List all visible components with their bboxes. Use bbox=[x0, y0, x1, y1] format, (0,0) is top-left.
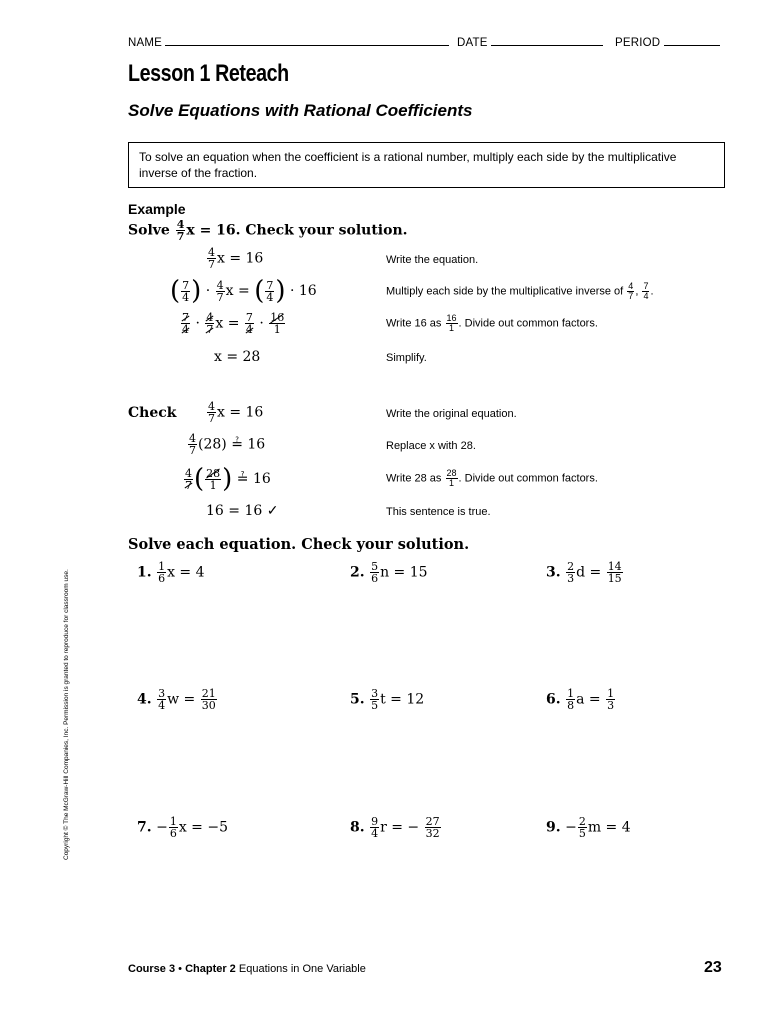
footer-chapter: Chapter 2 bbox=[185, 963, 236, 975]
exercise-3: 3. $\frac{2}{3}$ d = $\frac{14}{15}$ bbox=[546, 560, 622, 585]
check-step-3: $\frac{4}{7}$ ( $\frac{28}{1}$ ) ≟ 16 bbox=[185, 464, 271, 494]
exercise-number: 3. bbox=[546, 564, 561, 581]
exercise-number: 4. bbox=[137, 691, 152, 708]
prompt-suffix: x = 16. Check your solution. bbox=[186, 222, 408, 239]
example-note-4: Simplify. bbox=[386, 352, 427, 364]
exercise-9: 9. − $\frac{2}{5}$ m = 4 bbox=[546, 815, 631, 840]
example-note-2: Multiply each side by the multiplicative inverse of $\frac{4}{7}$ , $\frac{7}{4}$ . bbox=[386, 281, 654, 301]
check-step-1: $\frac{4}{7}$ x = 16 bbox=[208, 400, 264, 425]
date-line[interactable] bbox=[491, 35, 603, 46]
example-note-3: Write 16 as $\frac{16}{1}$ . Divide out common factors. bbox=[386, 313, 598, 333]
footer-bullet: • bbox=[178, 963, 182, 975]
check-note-4: This sentence is true. bbox=[386, 506, 491, 518]
page-number: 23 bbox=[704, 959, 722, 976]
prompt-fraction: $\frac{4}{7}$ bbox=[176, 218, 185, 243]
example-step-1: $\frac{4}{7}$ x = 16 bbox=[208, 246, 264, 271]
check-note-2: Replace x with 28. bbox=[386, 440, 476, 452]
exercise-number: 1. bbox=[137, 564, 152, 581]
example-note-1: Write the equation. bbox=[386, 254, 479, 266]
footer-course-line bbox=[128, 963, 366, 975]
check-step-2: $\frac{4}{7}$ (28) ≟ 16 bbox=[189, 432, 266, 457]
exercise-number: 8. bbox=[350, 819, 365, 836]
exercise-2: 2. $\frac{5}{6}$ n = 15 bbox=[350, 560, 428, 585]
example-heading: Example bbox=[128, 201, 186, 217]
exercise-1: 1. $\frac{1}{6}$ x = 4 bbox=[137, 560, 205, 585]
name-label: NAME bbox=[128, 37, 163, 49]
period-field[interactable] bbox=[615, 35, 720, 49]
exercise-number: 5. bbox=[350, 691, 365, 708]
exercise-number: 2. bbox=[350, 564, 365, 581]
copyright-text: Copyright © The McGraw-Hill Companies, Inc. Permission is granted to reproduce for classroom use. bbox=[63, 569, 70, 860]
prompt-prefix: Solve bbox=[128, 222, 170, 239]
exercise-number: 6. bbox=[546, 691, 561, 708]
footer-course: Course 3 bbox=[128, 963, 176, 975]
lesson-title: Lesson 1 Reteach bbox=[128, 60, 289, 87]
subtitle: Solve Equations with Rational Coefficients bbox=[128, 101, 473, 120]
example-prompt bbox=[128, 219, 408, 242]
date-label: DATE bbox=[457, 37, 488, 49]
intro-box bbox=[128, 142, 725, 188]
date-field[interactable] bbox=[457, 35, 603, 49]
exercise-6: 6. $\frac{1}{8}$ a = $\frac{1}{3}$ bbox=[546, 687, 615, 712]
check-heading: Check bbox=[128, 405, 177, 421]
example-step-4: x = 28 bbox=[214, 349, 261, 365]
exercises-heading: Solve each equation. Check your solution. bbox=[128, 536, 470, 553]
period-label: PERIOD bbox=[615, 37, 661, 49]
check-note-1: Write the original equation. bbox=[386, 408, 517, 420]
period-line[interactable] bbox=[664, 35, 720, 46]
check-step-4: 16 = 16 ✓ bbox=[206, 503, 279, 519]
exercise-4: 4. $\frac{3}{4}$ w = $\frac{21}{30}$ bbox=[137, 687, 216, 712]
exercise-8: 8. $\frac{9}{4}$ r = − $\frac{27}{32}$ bbox=[350, 815, 440, 840]
example-step-2: ( $\frac{7}{4}$ ) · $\frac{4}{7}$ x = ( $\frac{7}{4}$ ) · 16 bbox=[170, 276, 317, 306]
exercise-number: 7. bbox=[137, 819, 152, 836]
name-line[interactable] bbox=[165, 35, 449, 46]
exercise-number: 9. bbox=[546, 819, 561, 836]
footer-chapter-title: Equations in One Variable bbox=[238, 963, 366, 975]
intro-text: To solve an equation when the coefficient is a rational number, multiply each side by the multiplicative inverse of the fraction. bbox=[139, 150, 677, 180]
exercise-5: 5. $\frac{3}{5}$ t = 12 bbox=[350, 687, 425, 712]
name-field[interactable] bbox=[128, 35, 449, 49]
exercise-7: 7. − $\frac{1}{6}$ x = −5 bbox=[137, 815, 228, 840]
check-note-3: Write 28 as $\frac{28}{1}$ . Divide out common factors. bbox=[386, 468, 598, 488]
example-step-3: $\frac{7}{4}$ · $\frac{4}{7}$ x = $\frac{7}{4}$ · $\frac{16}{1}$ bbox=[182, 311, 285, 336]
